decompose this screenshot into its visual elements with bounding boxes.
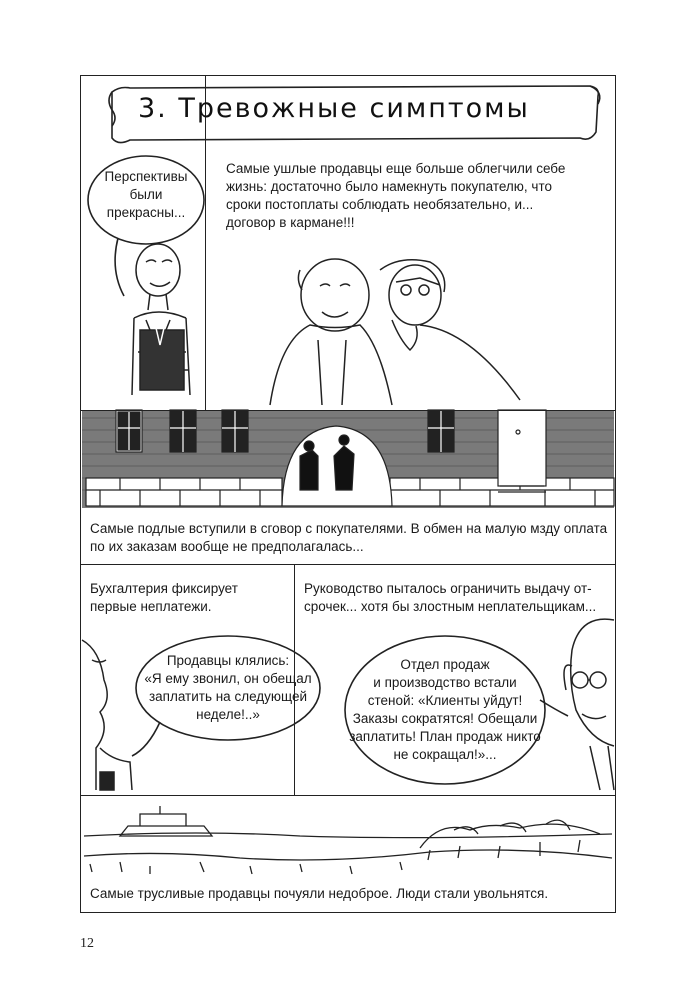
panel3-bubble-text xyxy=(140,652,316,724)
chapter-title: 3. Тревожные симптомы xyxy=(138,93,530,124)
panel3-caption xyxy=(90,580,290,616)
panel4-bubble-text xyxy=(345,656,545,764)
bubble-line: заплатить на следующей xyxy=(148,689,308,704)
panel2-caption xyxy=(90,520,610,556)
panel1-caption xyxy=(226,160,606,232)
panel-divider-3 xyxy=(80,795,616,796)
bubble-line: Отдел продаж xyxy=(400,657,490,672)
panel-divider-1 xyxy=(80,410,616,411)
bubble-line: «Я ему звонил, он обещал xyxy=(144,671,312,686)
bubble-line: заплатить! План продаж никто xyxy=(349,729,541,744)
panel5-caption: Самые трусливые продавцы почуяли недоброе. Люди стали увольнятся. xyxy=(90,886,549,901)
panel4-caption xyxy=(304,580,610,616)
caption-line: Бухгалтерия фиксирует xyxy=(90,581,238,596)
caption-line: Самые подлые вступили в сговор с покупателями. В обмен на малую мзду оплата xyxy=(90,521,608,536)
caption-line: жизнь: достаточно было намекнуть покупателю, что xyxy=(226,179,552,194)
caption-line: первые неплатежи. xyxy=(90,599,212,614)
page-number: 12 xyxy=(80,936,94,951)
bubble-line: не сокращал!»... xyxy=(393,747,497,762)
caption-line: Самые ушлые продавцы еще больше облегчили себе xyxy=(226,161,566,176)
bubble-line: Перспективы xyxy=(104,169,188,184)
caption-line: срочек... хотя бы злостным неплательщикам... xyxy=(304,599,597,614)
caption-line: по их заказам вообще не предполагалась... xyxy=(90,539,364,554)
panel1-bubble-text xyxy=(96,168,196,222)
bubble-line: Продавцы клялись: xyxy=(166,653,290,668)
caption-line: сроки постоплаты соблюдать необязательно, и... xyxy=(226,197,534,212)
bubble-line: неделе!..» xyxy=(196,707,260,722)
caption-line: Руководство пыталось ограничить выдачу от- xyxy=(304,581,592,596)
bubble-line: и производство встали xyxy=(373,675,517,690)
bubble-line: были xyxy=(129,187,163,202)
caption-line: договор в кармане!!! xyxy=(226,215,355,230)
bubble-line: Заказы сократятся! Обещали xyxy=(352,711,538,726)
panel1-divider xyxy=(205,75,206,410)
panel-divider-2 xyxy=(80,564,616,565)
bubble-line: стеной: «Клиенты уйдут! xyxy=(367,693,523,708)
bubble-line: прекрасны... xyxy=(106,205,186,220)
